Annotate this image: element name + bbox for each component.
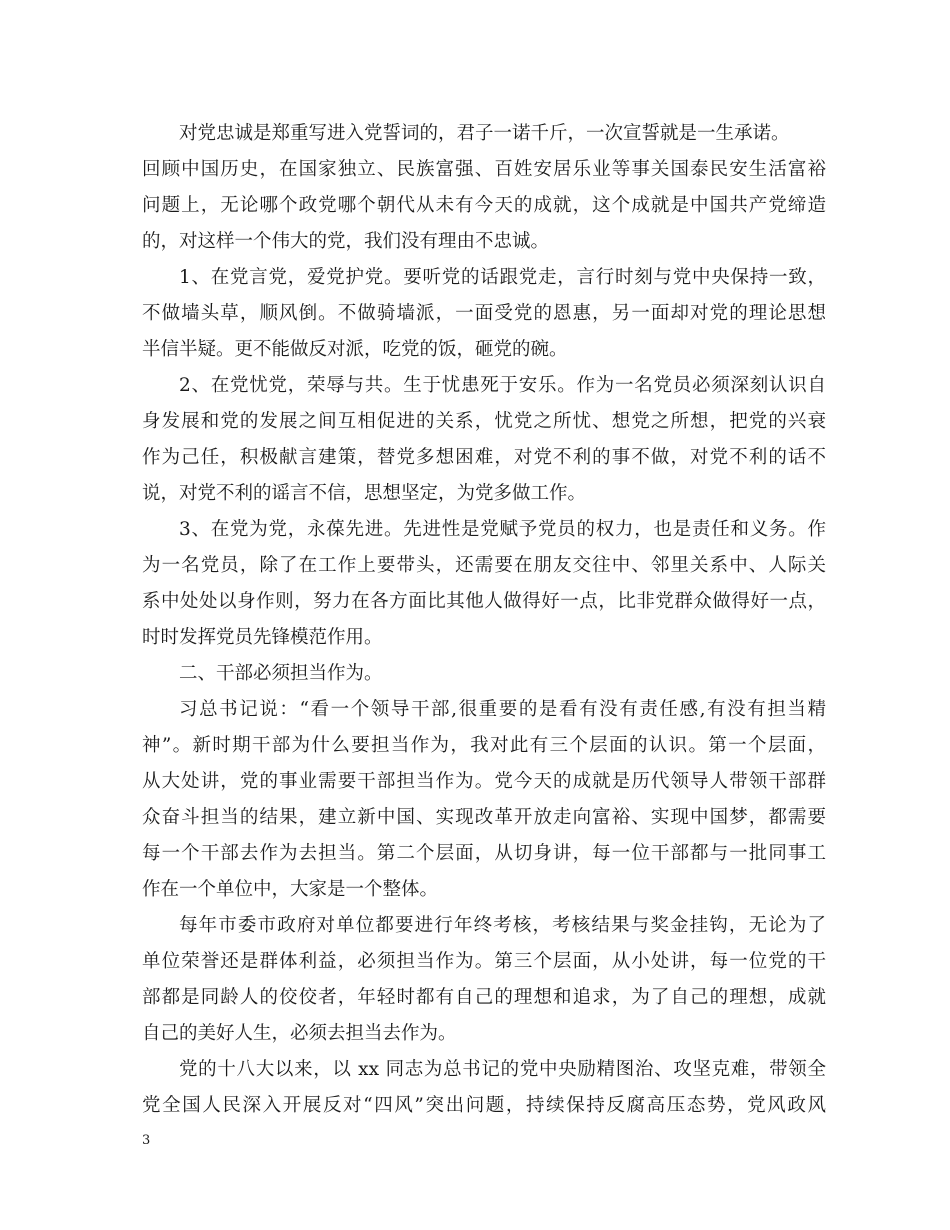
text-line: 时时发挥党员先锋模范作用。 — [142, 627, 383, 648]
text-line: 作在一个单位中，大家是一个整体。 — [142, 879, 439, 900]
text-line: 的，对这样一个伟大的党，我们没有理由不忠诚。 — [142, 231, 550, 252]
text-line: 党的十八大以来，以 xx 同志为总书记的党中央励精图治、攻坚克难，带领全 — [179, 1059, 826, 1080]
text-line: 半信半疑。更不能做反对派，吃党的饭，砸党的碗。 — [142, 339, 568, 360]
text-line: 身发展和党的发展之间互相促进的关系，忧党之所忧、想党之所想，把党的兴衰 — [142, 411, 826, 432]
text-line: 单位荣誉还是群体利益，必须担当作为。第三个层面，从小处讲，每一位党的干 — [142, 951, 826, 972]
text-line: 每一个干部去作为去担当。第二个层面，从切身讲，每一位干部都与一批同事工 — [142, 843, 826, 864]
text-line: 系中处处以身作则，努力在各方面比其他人做得好一点，比非党群众做得好一点， — [142, 591, 826, 612]
text-line: 习总书记说：“看一个领导干部,很重要的是看有没有责任感,有没有担当精 — [179, 699, 826, 720]
text-line: 为一名党员，除了在工作上要带头，还需要在朋友交往中、邻里关系中、人际关 — [142, 555, 826, 576]
text-line: 不做墙头草，顺风倒。不做骑墙派，一面受党的恩惠，另一面却对党的理论思想 — [142, 303, 826, 324]
text-line: 作为己任，积极献言建策，替党多想困难，对党不利的事不做，对党不利的话不 — [142, 447, 826, 468]
text-line: 神”。新时期干部为什么要担当作为，我对此有三个层面的认识。第一个层面， — [142, 735, 826, 756]
text-line: 自己的美好人生，必须去担当去作为。 — [142, 1023, 457, 1044]
text-line: 说，对党不利的谣言不信，思想坚定，为党多做工作。 — [142, 483, 587, 504]
text-line: 3、在党为党，永葆先进。先进性是党赋予党员的权力，也是责任和义务。作 — [179, 519, 826, 540]
text-line: 二、干部必须担当作为。 — [179, 663, 383, 684]
text-line: 众奋斗担当的结果，建立新中国、实现改革开放走向富裕、实现中国梦，都需要 — [142, 807, 826, 828]
page-number: 3 — [142, 1133, 151, 1148]
text-line: 回顾中国历史，在国家独立、民族富强、百姓安居乐业等事关国泰民安生活富裕 — [142, 159, 826, 180]
text-line: 1、在党言党，爱党护党。要听党的话跟党走，言行时刻与党中央保持一致， — [179, 267, 826, 288]
body-text — [142, 116, 826, 1124]
text-line: 2、在党忧党，荣辱与共。生于忧患死于安乐。作为一名党员必须深刻认识自 — [179, 375, 826, 396]
text-line: 党全国人民深入开展反对“四风”突出问题，持续保持反腐高压态势，党风政风 — [142, 1095, 826, 1116]
text-line: 问题上，无论哪个政党哪个朝代从未有今天的成就，这个成就是中国共产党缔造 — [142, 195, 826, 216]
text-line: 对党忠诚是郑重写进入党誓词的，君子一诺千斤，一次宣誓就是一生承诺。 — [179, 123, 790, 144]
text-line: 部都是同龄人的佼佼者，年轻时都有自己的理想和追求，为了自己的理想，成就 — [142, 987, 826, 1008]
text-line: 从大处讲，党的事业需要干部担当作为。党今天的成就是历代领导人带领干部群 — [142, 771, 826, 792]
text-line: 每年市委市政府对单位都要进行年终考核，考核结果与奖金挂钩，无论为了 — [179, 915, 826, 936]
